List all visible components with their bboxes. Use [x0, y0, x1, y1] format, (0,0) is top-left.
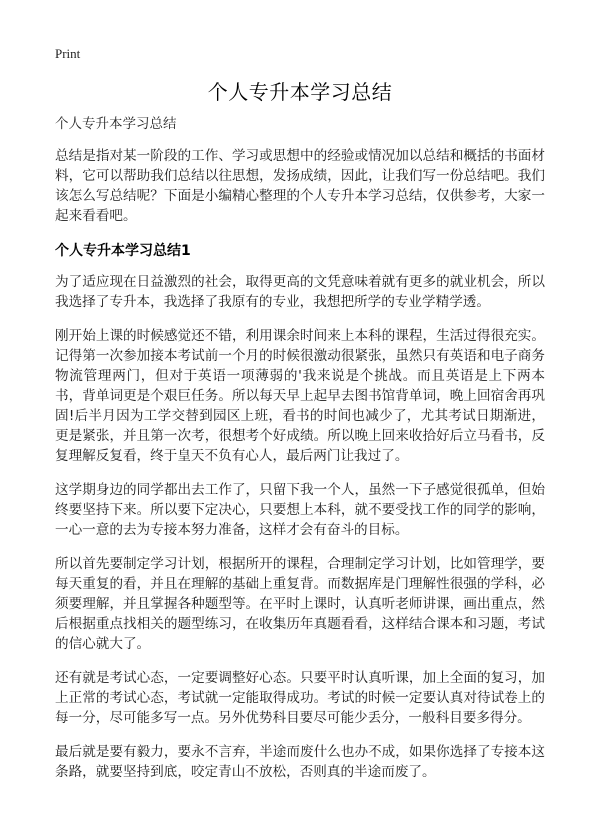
- section-1: [55, 240, 545, 782]
- body-paragraph: 还有就是考试心态，一定要调整好心态。只要平时认真听课，加上全面的复习，加上正常的考试心态，考试就一定能取得成功。考试的时候一定要认真对待试卷上的每一分，尽可能多写一点。另外优势科目要尽可能少丢分，一般科目要多得分。: [55, 670, 545, 726]
- section-heading: 个人专升本学习总结1: [55, 243, 191, 259]
- body-paragraph: 刚开始上课的时候感觉还不错，利用课余时间来上本科的课程，生活过得很充实。记得第一次参加接本考试前一个月的时候很激动很紧张，虽然只有英语和电子商务物流管理两门，但对于英语一项薄弱的'我来说是个挑战。而且英语是上下两本书，背单词更是个艰巨任务。所以每天早上起早去图书馆背单词，晚上回宿舍再巩固!后半月因为工学交替到园区上班，看书的时间也减少了，尤其考试日期渐进，更是紧张，并且第一次考，很想考个好成绩。所以晚上回来收拾好后立马看书，反复理解反复看，终于皇天不负有心人，最后两门让我过了。: [55, 328, 545, 464]
- print-link[interactable]: Print: [55, 46, 81, 61]
- document-subtitle: 个人专升本学习总结: [55, 116, 177, 132]
- intro-paragraph: 总结是指对某一阶段的工作、学习或思想中的经验或情况加以总结和概括的书面材料，它可以帮助我们总结以往思想，发扬成绩，因此，让我们写一份总结吧。我们该怎么写总结呢？下面是小编精心整理的个人专升本学习总结，仅供参考，大家一起来看看吧。: [55, 148, 545, 224]
- document-page: [55, 44, 545, 796]
- document-title: 个人专升本学习总结: [207, 80, 393, 104]
- body-paragraph: 为了适应现在日益激烈的社会，取得更高的文凭意味着就有更多的就业机会，所以我选择了专升本，我选择了我原有的专业，我想把所学的专业学精学透。: [55, 274, 545, 310]
- body-paragraph: 所以首先要制定学习计划，根据所开的课程，合理制定学习计划，比如管理学，要每天重复的看，并且在理解的基础上重复背。而数据库是门理解性很强的学科，必须要理解，并且掌握各种题型等。在平时上课时，认真听老师讲课，画出重点，然后根据重点找相关的题型练习，在收集历年真题看看，这样结合课本和习题，考试的信心就大了。: [55, 556, 545, 652]
- body-paragraph: 这学期身边的同学都出去工作了，只留下我一个人，虽然一下子感觉很孤单，但始终要坚持下来。所以要下定决心，只要想上本科，就不要受找工作的同学的影响，一心一意的去为专接本努力准备，这样才会有奋斗的目标。: [55, 482, 545, 538]
- body-paragraph: 最后就是要有毅力，要永不言弃，半途而废什么也办不成，如果你选择了专接本这条路，就要坚持到底，咬定青山不放松，否则真的半途而废了。: [55, 744, 545, 780]
